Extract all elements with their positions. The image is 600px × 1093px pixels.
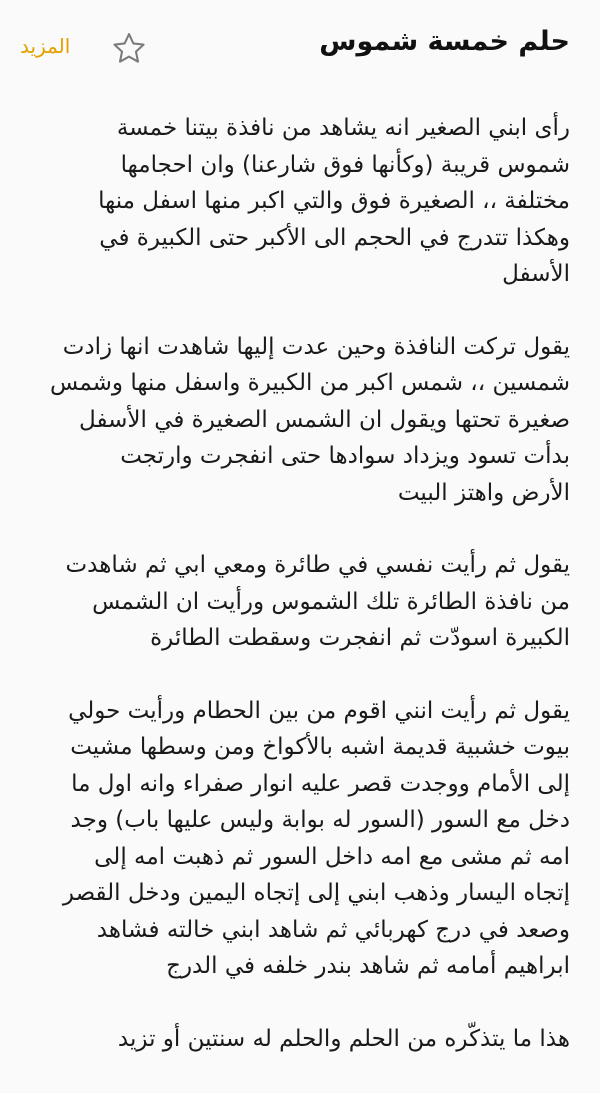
more-button[interactable]: المزيد bbox=[20, 34, 71, 58]
app-header bbox=[0, 0, 600, 96]
star-outline-icon bbox=[110, 30, 148, 68]
favorite-button[interactable] bbox=[110, 30, 148, 68]
page-title: حلم خمسة شموس bbox=[319, 26, 570, 57]
paragraph: رأى ابني الصغير انه يشاهد من نافذة بيتنا خمسة شموس قريبة (وكأنها فوق شارعنا) وان احجامها مختلفة ،، الصغيرة فوق والتي اكبر منها اسفل منها وهكذا تتدرج في الحجم الى الأكبر حتى الكبيرة في الأسفل bbox=[98, 115, 570, 287]
note-body bbox=[25, 110, 570, 1093]
paragraph: يقول ثم رأيت نفسي في طائرة ومعي ابي ثم شاهدت من نافذة الطائرة تلك الشموس ورأيت ان الشمس الكبيرة اسودّت ثم انفجرت وسقطت الطائرة bbox=[65, 552, 570, 651]
paragraph: يقول ثم رأيت انني اقوم من بين الحطام ورأيت حولي بيوت خشبية قديمة اشبه بالأكواخ ومن وسطها مشيت إلى الأمام ووجدت قصر عليه انوار صفراء وانه اول ما دخل مع السور (السور له بوابة وليس عليها باب) وجد امه ثم مشى مع امه داخل السور ثم ذهبت امه إلى إتجاه اليسار وذهب ابني إلى إتجاه اليمين ودخل القصر وصعد في درج كهربائي ثم شاهد ابني خالته فشاهد ابراهيم أمامه ثم شاهد بندر خلفه في الدرج bbox=[62, 697, 570, 979]
paragraph: هذا ما يتذكّره من الحلم والحلم له سنتين أو تزيد bbox=[117, 1025, 570, 1052]
paragraph: يقول تركت النافذة وحين عدت إليها شاهدت انها زادت شمسين ،، شمس اكبر من الكبيرة واسفل منها وشمس صغيرة تحتها ويقول ان الشمس الصغيرة في الأسفل بدأت تسود ويزداد سوادها حتى انفجرت وارتجت الأرض واهتز البيت bbox=[50, 333, 570, 506]
